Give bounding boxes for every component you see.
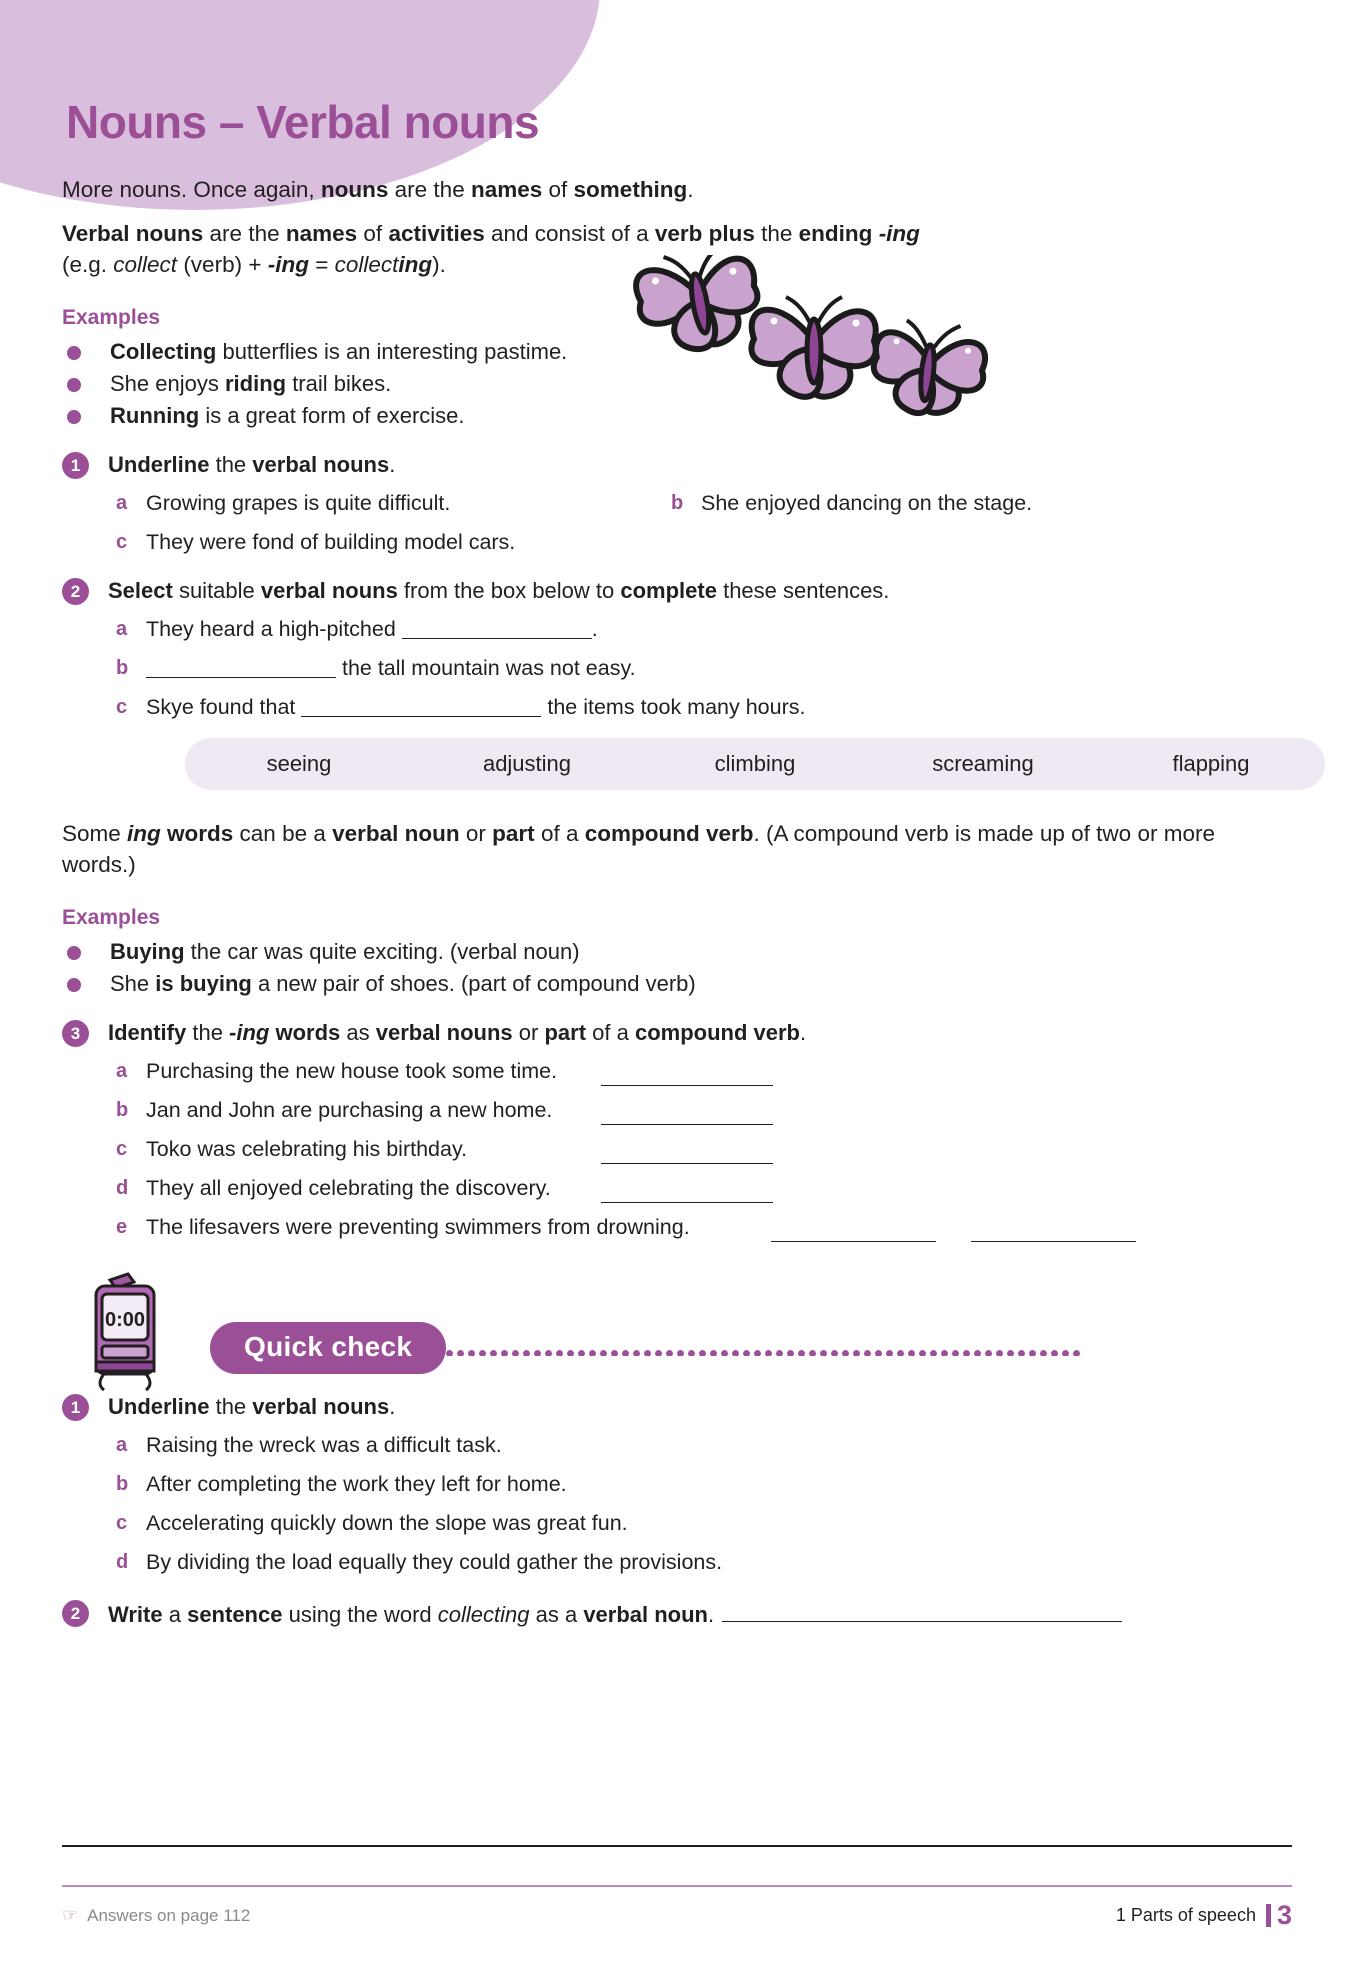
page-number: 3 [1276, 1900, 1292, 1930]
instr-text: as a [529, 1602, 584, 1627]
example-item [62, 369, 1292, 399]
quick-check-banner [62, 1292, 1292, 1387]
examples-list-2 [62, 937, 1292, 999]
mid-text: of a [534, 821, 585, 846]
intro-text: of [542, 177, 574, 202]
intro-bold-nouns: nouns [320, 177, 389, 202]
instr-bold: sentence [187, 1602, 283, 1627]
item-letter: c [116, 1512, 128, 1534]
item-letter: c [116, 531, 128, 553]
intro-bold-ending: ending [798, 221, 873, 246]
exercise-1 [62, 451, 1292, 557]
example-item [62, 969, 1292, 999]
instr-text: the [186, 1020, 230, 1045]
instr-bold: verbal nouns [375, 1020, 513, 1045]
instr-italic-ing: -ing [229, 1020, 270, 1045]
middle-paragraph [62, 818, 1292, 880]
exercise-number-badge: 1 [62, 452, 89, 479]
quick-check-label: Quick check [210, 1322, 446, 1374]
instr-text: from the box below to [397, 578, 621, 603]
word-bank-option[interactable]: seeing [266, 751, 332, 776]
exercise-2 [62, 577, 1292, 790]
intro-bold-names: names [470, 177, 543, 202]
bullet-dot-icon [67, 946, 81, 960]
item-letter: d [116, 1551, 129, 1573]
answers-reference: Answers on page 112 [87, 1905, 251, 1925]
quickcheck-ex1-instruction [108, 1393, 1292, 1421]
intro-text: (e.g. [62, 252, 114, 277]
intro-bold-names2: names [285, 221, 358, 246]
answer-blank[interactable] [971, 1219, 1136, 1242]
intro-text: (verb) + [177, 252, 268, 277]
example-bold-word: Buying [110, 939, 185, 964]
intro-text: ). [432, 252, 446, 277]
mid-bold-words: words [160, 821, 234, 846]
page-title: Nouns – Verbal nouns [66, 96, 540, 148]
footer-left [62, 1905, 250, 1926]
instr-bold: complete [620, 578, 717, 603]
mid-italic-ing: ing [127, 821, 161, 846]
intro-text: and consist of a [484, 221, 655, 246]
intro-italic-collect: collect [113, 252, 178, 277]
intro-bold-verbplus: verb plus [654, 221, 755, 246]
instr-text: using the word [282, 1602, 438, 1627]
item-text: By dividing the load equally they could gather the provisions. [146, 1550, 723, 1574]
exercise-3-item-e[interactable] [108, 1212, 1292, 1242]
exercise-number-badge: 3 [62, 1020, 89, 1047]
instr-text: . [389, 1394, 396, 1419]
exercise-2-instruction [108, 577, 1292, 605]
instr-bold: Select [108, 578, 173, 603]
intro-text: . [687, 177, 694, 202]
examples-heading-2: Examples [62, 906, 161, 929]
item-letter: b [116, 1099, 129, 1121]
item-letter: a [116, 1060, 128, 1082]
item-letter: a [116, 1434, 128, 1456]
example-text: is a great form of exercise. [199, 403, 465, 428]
section-title: 1 Parts of speech [1115, 1905, 1256, 1925]
verbal-nouns-bold: Verbal nouns [62, 221, 204, 246]
instr-text: . [389, 452, 396, 477]
instr-text: . [708, 1602, 715, 1627]
exercise-1-item-b[interactable] [663, 488, 1292, 518]
instr-text: as [340, 1020, 376, 1045]
instr-bold: verbal noun [583, 1602, 708, 1627]
example-item [62, 401, 1292, 431]
example-text: butterflies is an interesting pastime. [216, 339, 568, 364]
item-text: Accelerating quickly down the slope was great fun. [146, 1511, 628, 1535]
instr-bold: Identify [108, 1020, 187, 1045]
word-bank-option[interactable]: flapping [1172, 751, 1250, 776]
examples-heading-1: Examples [62, 306, 161, 329]
instr-text: suitable [172, 578, 261, 603]
item-text-after: . [591, 617, 598, 641]
example-item [62, 937, 1292, 967]
answer-blank[interactable] [146, 677, 336, 678]
item-letter: c [116, 696, 128, 718]
instr-text: or [512, 1020, 545, 1045]
instr-italic-collecting: collecting [437, 1602, 530, 1627]
intro-paragraph-2 [62, 218, 1292, 280]
dotted-divider [444, 1348, 1080, 1356]
instr-text: the [209, 452, 253, 477]
answer-writing-line[interactable] [62, 1845, 1292, 1847]
item-text-after: the tall mountain was not easy. [336, 656, 636, 680]
item-text: After completing the work they left for home. [146, 1472, 567, 1496]
exercise-number-badge: 2 [62, 578, 89, 605]
bullet-dot-icon [67, 410, 81, 424]
instr-bold: compound verb [634, 1020, 800, 1045]
instr-text: . [799, 1020, 807, 1045]
item-text: Purchasing the new house took some time. [146, 1059, 558, 1083]
intro-text: More nouns. Once again, [62, 177, 321, 202]
item-text: Toko was celebrating his birthday. [146, 1137, 468, 1161]
stopwatch-display: 0:00 [104, 1309, 146, 1331]
bullet-dot-icon [67, 978, 81, 992]
bullet-dot-icon [67, 346, 81, 360]
answer-blank[interactable] [601, 1063, 773, 1086]
answer-blank[interactable] [402, 638, 592, 639]
mid-text: Some [62, 821, 128, 846]
answer-blank[interactable] [601, 1180, 773, 1203]
exercise-3-item-b[interactable] [108, 1095, 1292, 1125]
intro-text: = [308, 252, 335, 277]
item-letter: e [116, 1216, 128, 1238]
exercise-1-row-1 [108, 479, 1292, 518]
example-text: She enjoys [110, 371, 225, 396]
exercise-3-item-d[interactable] [108, 1173, 1292, 1203]
instr-text: these sentences. [716, 578, 890, 603]
item-text: They were fond of building model cars. [146, 530, 516, 554]
quickcheck-ex1-item-c[interactable] [108, 1508, 1292, 1538]
instr-bold: Write [108, 1602, 163, 1627]
exercise-number-badge: 2 [62, 1600, 89, 1627]
exercise-2-item-c[interactable] [108, 692, 1292, 722]
word-bank-box [185, 738, 1325, 790]
instr-bold: part [544, 1020, 587, 1045]
item-letter: c [116, 1138, 128, 1160]
item-text: Jan and John are purchasing a new home. [146, 1098, 553, 1122]
quickcheck-ex1-item-d[interactable] [108, 1547, 1292, 1577]
example-text: the car was quite exciting. (verbal noun) [184, 939, 580, 964]
instr-bold: verbal nouns [260, 578, 398, 603]
exercise-1-item-c[interactable] [108, 527, 1292, 557]
footer-separator-bar [1266, 1904, 1271, 1927]
instr-text: a [162, 1602, 188, 1627]
word-bank-option[interactable]: adjusting [482, 751, 572, 776]
intro-italic-ing2: -ing [267, 252, 309, 277]
mid-text: can be a [233, 821, 333, 846]
quickcheck-ex1-item-b[interactable] [108, 1469, 1292, 1499]
example-text: trail bikes. [286, 371, 392, 396]
answer-blank[interactable] [722, 1599, 1122, 1622]
stopwatch-icon [80, 1270, 172, 1392]
item-letter: a [116, 618, 128, 640]
pointing-hand-icon: ☞ [62, 1905, 79, 1925]
exercise-3 [62, 1019, 1292, 1242]
item-letter: b [116, 1473, 129, 1495]
exercise-1-item-a[interactable] [108, 488, 663, 518]
intro-italic-ing3: ing [398, 252, 433, 277]
instr-text: of a [586, 1020, 635, 1045]
exercise-number-badge: 1 [62, 1394, 89, 1421]
mid-text: . (A compound verb is made up of two or more words.) [62, 821, 1215, 877]
intro-paragraph-1 [62, 174, 1292, 205]
answer-blank[interactable] [601, 1141, 773, 1164]
item-letter: b [671, 492, 684, 514]
quickcheck-exercise-1 [62, 1393, 1292, 1577]
item-text-before: Skye found that [146, 695, 302, 719]
exercise-3-item-a[interactable] [108, 1056, 1292, 1086]
word-bank-option[interactable]: climbing [714, 751, 796, 776]
answer-blank[interactable] [601, 1102, 773, 1125]
example-bold-word: is buying [155, 971, 252, 996]
examples-list-1 [62, 337, 1292, 431]
footer-divider [62, 1885, 1292, 1887]
instr-bold: Underline [108, 452, 210, 477]
example-bold-word: Running [110, 403, 200, 428]
example-text: a new pair of shoes. (part of compound verb) [251, 971, 696, 996]
exercise-3-item-c[interactable] [108, 1134, 1292, 1164]
word-bank-option[interactable]: screaming [932, 751, 1034, 776]
quickcheck-exercise-2 [62, 1599, 1292, 1629]
intro-bold-something: something [573, 177, 688, 202]
intro-text: are the [203, 221, 286, 246]
intro-text: the [754, 221, 799, 246]
instr-bold: words [269, 1020, 341, 1045]
page-footer [62, 1902, 1292, 1929]
exercise-2-item-a[interactable] [108, 614, 1292, 644]
mid-bold-verbalnoun: verbal noun [332, 821, 460, 846]
item-letter: d [116, 1177, 129, 1199]
item-text: She enjoyed dancing on the stage. [701, 491, 1033, 515]
mid-bold-compoundverb: compound verb [584, 821, 754, 846]
item-text: They all enjoyed celebrating the discovery. [146, 1176, 551, 1200]
quickcheck-ex1-item-a[interactable] [108, 1430, 1292, 1460]
exercise-3-instruction [108, 1019, 1292, 1047]
intro-text: of [357, 221, 389, 246]
quickcheck-ex2-instruction [108, 1599, 1292, 1629]
instr-bold: verbal nouns [252, 452, 390, 477]
answer-blank[interactable] [301, 716, 541, 717]
instr-text: the [209, 1394, 253, 1419]
intro-bold-activities: activities [388, 221, 485, 246]
instr-bold: Underline [108, 1394, 210, 1419]
item-letter: b [116, 657, 129, 679]
mid-text: or [459, 821, 493, 846]
example-bold-word: riding [224, 371, 287, 396]
intro-italic-ing: -ing [878, 221, 920, 246]
page-content [62, 174, 1292, 1629]
footer-right [1116, 1902, 1292, 1929]
item-text-before: They heard a high-pitched [146, 617, 402, 641]
mid-bold-part: part [492, 821, 535, 846]
example-item [62, 337, 1292, 367]
exercise-2-item-b[interactable] [108, 653, 1292, 683]
example-text: She [110, 971, 156, 996]
item-text: Raising the wreck was a difficult task. [146, 1433, 502, 1457]
exercise-1-instruction [108, 451, 1292, 479]
instr-bold: verbal nouns [252, 1394, 390, 1419]
intro-text: are the [388, 177, 471, 202]
item-text: Growing grapes is quite difficult. [146, 491, 451, 515]
item-text: The lifesavers were preventing swimmers from drowning. [146, 1215, 690, 1239]
intro-italic-collect2: collect [334, 252, 399, 277]
item-letter: a [116, 492, 128, 514]
example-bold-word: Collecting [110, 339, 217, 364]
bullet-dot-icon [67, 378, 81, 392]
answer-blank[interactable] [771, 1219, 936, 1242]
item-text-after: the items took many hours. [541, 695, 806, 719]
